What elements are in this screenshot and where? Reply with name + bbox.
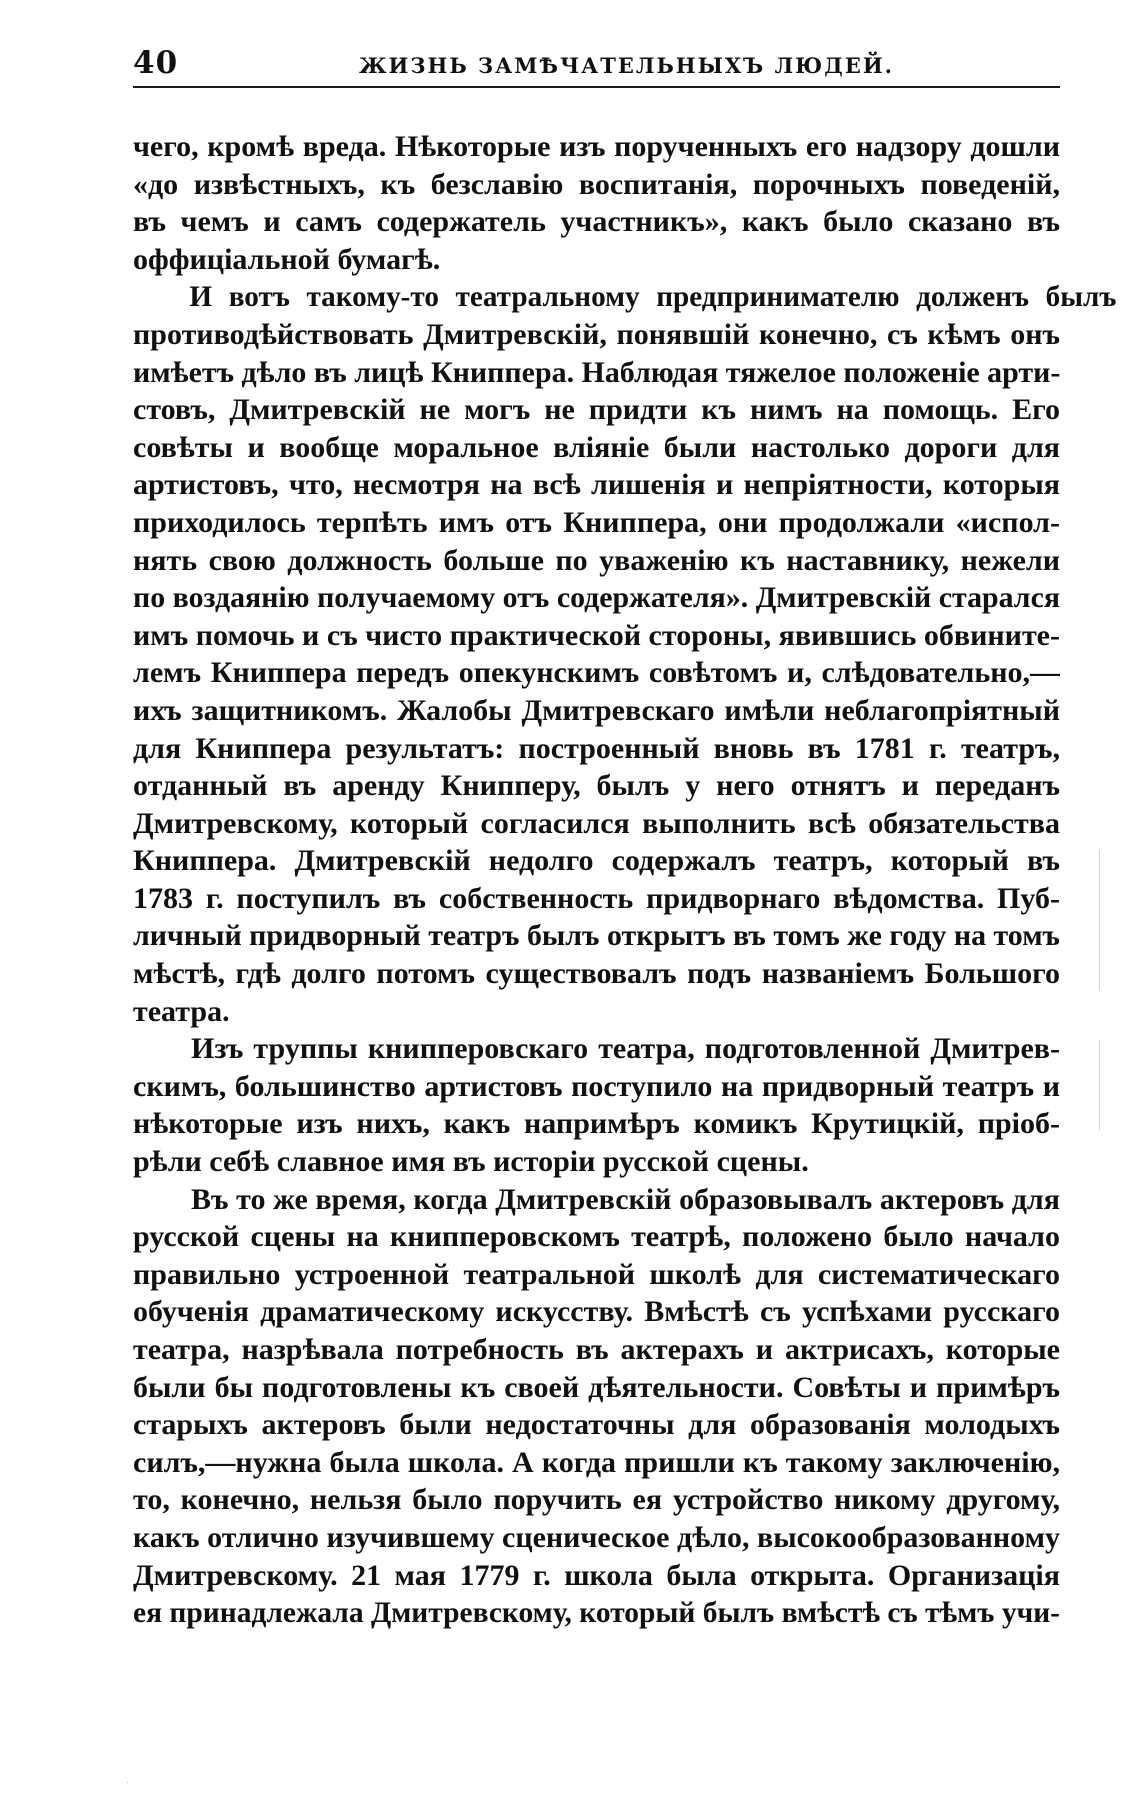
text-line: мѣстѣ, гдѣ долго потомъ существовалъ подъ названіемъ Большого (133, 957, 1060, 991)
text-line: чего, кромѣ вреда. Нѣкоторые изъ порученныхъ его надзору дошли (133, 130, 1060, 163)
margin-scan-mark (1099, 1040, 1100, 1130)
text-line: имъ помочь и съ чисто практической стороны, явившись обвините- (133, 618, 1060, 652)
text-line: въ чемъ и самъ содержатель участникъ», какъ было сказано въ (133, 205, 1060, 239)
text-line: театра. (133, 994, 230, 1028)
text-line: противодѣйствовать Дмитревскій, понявшій конечно, съ кѣмъ онъ (133, 317, 1060, 351)
running-head (133, 46, 1060, 88)
text-line: обученія драматическому искусству. Вмѣстѣ съ успѣхами русскаго (133, 1295, 1060, 1329)
text-line: Дмитревскому. 21 мая 1779 г. школа была открыта. Организація (133, 1558, 1060, 1592)
text-line: оффиціальной бумагѣ. (133, 242, 441, 276)
text-line: Дмитревскому, который согласился выполнить всѣ обязательства (133, 806, 1060, 840)
text-line: по воздаянію получаемому отъ содержателя». Дмитревскій старался (133, 581, 1060, 615)
text-line: театра, назрѣвала потребность въ актерахъ и актрисахъ, которые (133, 1333, 1060, 1366)
text-line: нять свою должность больше по уваженію къ наставнику, нежели (133, 543, 1060, 577)
text-line: какъ отлично изучившему сценическое дѣло, высокообразованному (133, 1520, 1060, 1554)
text-line: то, конечно, нельзя было поручить ея устройство никому другому, (133, 1483, 1060, 1517)
text-line: Въ то же время, когда Дмитревскій образовывалъ актеровъ для (191, 1182, 1060, 1216)
text-line: Изъ труппы книпперовскаго театра, подготовленной Дмитрев- (191, 1032, 1060, 1066)
body-text (133, 128, 1117, 1632)
text-line: лемъ Книппера передъ опекунскимъ совѣтомъ и, слѣдовательно,— (133, 656, 1060, 690)
text-line: «до извѣстныхъ, къ безславію воспитанія, порочныхъ поведеній, (133, 167, 1060, 201)
text-line: артистовъ, что, несмотря на всѣ лишенія и непріятности, которыя (133, 468, 1060, 502)
text-line: русской сцены на книпперовскомъ театрѣ, положено было начало (133, 1220, 1060, 1254)
text-line: ея принадлежала Дмитревскому, который былъ вмѣстѣ съ тѣмъ учи- (133, 1596, 1060, 1630)
text-line: совѣты и вообще моральное вліяніе были настолько дороги для (133, 430, 1060, 464)
text-line: старыхъ актеровъ были недостаточны для образованія молодыхъ (133, 1408, 1060, 1442)
text-line: рѣли себѣ славное имя въ исторіи русской сцены. (133, 1145, 809, 1179)
text-line: ихъ защитникомъ. Жалобы Дмитревскаго имѣли неблагопріятный (133, 693, 1060, 727)
margin-scan-mark (1099, 850, 1100, 990)
text-line: И вотъ такому-то театральному предпринимателю долженъ былъ (189, 280, 1117, 314)
text-line: 1783 г. поступилъ въ собственность придворнаго вѣдомства. Пуб- (133, 881, 1060, 915)
text-line: стовъ, Дмитревскій не могъ не придти къ нимъ на помощь. Его (133, 393, 1060, 427)
text-line: имѣетъ дѣло въ лицѣ Книппера. Наблюдая тяжелое положеніе арти- (133, 355, 1060, 389)
text-line: Книппера. Дмитревскій недолго содержалъ театръ, который въ (133, 844, 1060, 878)
text-line: были бы подготовлены къ своей дѣятельности. Совѣты и примѣръ (133, 1370, 1060, 1404)
text-line: приходилось терпѣть имъ отъ Книппера, они продолжали «испол- (133, 505, 1060, 539)
running-title: ЖИЗНЬ ЗАМѢЧАТЕЛЬНЫХЪ ЛЮДЕЙ. (358, 53, 894, 78)
text-line: силъ,—нужна была школа. А когда пришли къ такому заключенію, (133, 1445, 1060, 1479)
text-line: отданный въ аренду Книпперу, былъ у него отнятъ и переданъ (133, 769, 1060, 803)
scan-speck: · (126, 1778, 130, 1789)
text-line: правильно устроенной театральной школѣ для систематическаго (133, 1257, 1060, 1291)
text-line: личный придворный театръ былъ открытъ въ томъ же году на томъ (133, 919, 1060, 953)
text-line: для Книппера результатъ: построенный вновь въ 1781 г. театръ, (133, 731, 1060, 765)
text-line: нѣкоторые изъ нихъ, какъ напримѣръ комикъ Крутицкій, пріоб- (133, 1107, 1060, 1141)
text-line: скимъ, большинство артистовъ поступило на придворный театръ и (133, 1069, 1060, 1103)
page-number: 40 (133, 45, 179, 81)
